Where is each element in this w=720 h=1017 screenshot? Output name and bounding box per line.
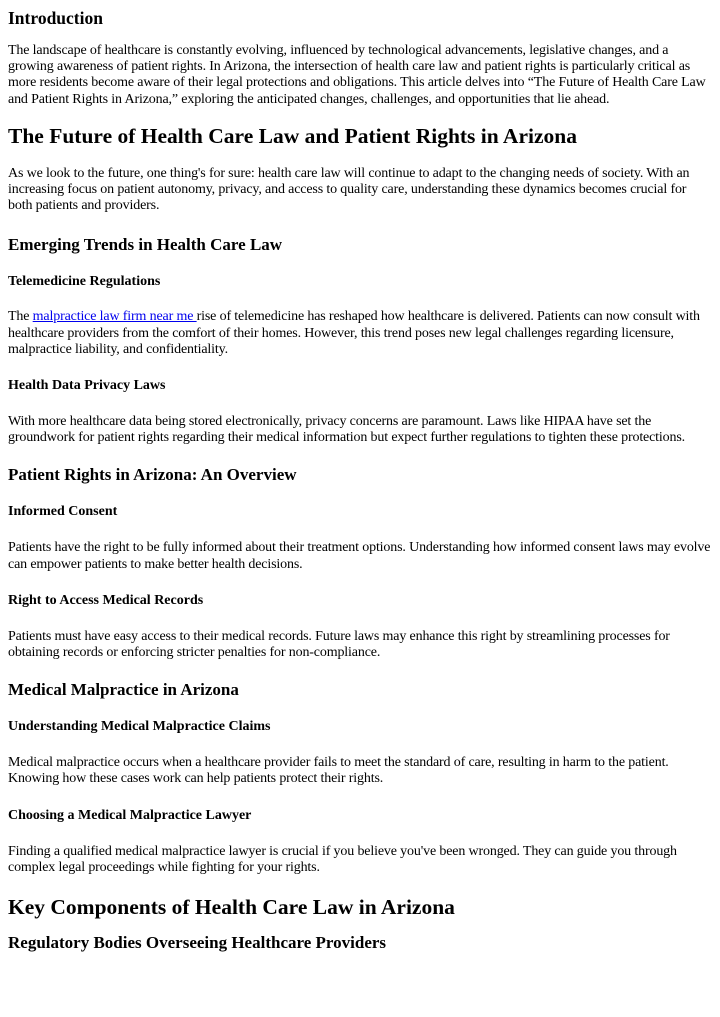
telemedicine-heading: Telemedicine Regulations [8,274,161,290]
rights-heading: Patient Rights in Arizona: An Overview [8,465,297,485]
trends-heading: Emerging Trends in Health Care Law [8,235,283,255]
claims-paragraph: Medical malpractice occurs when a healthcare provider fails to meet the standard of care, resulting in harm to the patient. Knowing how these cases work can help patients protect their rights. [8,755,669,787]
components-heading: Key Components of Health Care Law in Arizona [8,895,455,920]
telemedicine-suffix: rise of telemedicine has reshaped how healthcare is delivered. Patients can now consult with healthcare providers from the comfort of their homes. However, this trend poses new legal challenges regarding licensure, malpractice liability, and confidentiality. [8,309,700,357]
lawyer-paragraph: Finding a qualified medical malpractice lawyer is crucial if you believe you've been wronged. They can guide you through complex legal proceedings while fighting for your rights. [8,843,677,875]
intro-heading: Introduction [8,8,103,28]
malpractice-law-firm-link[interactable]: malpractice law firm near me [32,309,197,325]
malpractice-heading: Medical Malpractice in Arizona [8,680,239,700]
intro-paragraph: The landscape of healthcare is constantly evolving, influenced by technological advancements, legislative changes, and a growing awareness of patient rights. In Arizona, the intersection of health care law and patient rights is particularly critical as more residents become aware of their legal protections and obligations. This article delves into “The Future of Health Care Law and Patient Rights in Arizona,” exploring the anticipated changes, challenges, and opportunities that lie ahead. [8,43,706,107]
future-heading: The Future of Health Care Law and Patient Rights in Arizona [8,123,577,148]
consent-paragraph: Patients have the right to be fully informed about their treatment options. Understanding how informed consent laws may evolve can empower patients to make better health decisions. [8,540,711,572]
telemedicine-prefix: The [8,309,33,325]
claims-heading: Understanding Medical Malpractice Claims [8,719,271,735]
telemedicine-paragraph [8,309,712,358]
privacy-heading: Health Data Privacy Laws [8,378,166,394]
records-paragraph: Patients must have easy access to their medical records. Future laws may enhance this right by streamlining processes for obtaining records or enforcing stricter penalties for non-compliance. [8,628,670,661]
consent-heading: Informed Consent [8,504,118,520]
records-heading: Right to Access Medical Records [8,592,204,608]
privacy-paragraph: With more healthcare data being stored electronically, privacy concerns are paramount. Laws like HIPAA have set the groundwork for patient rights regarding their medical information but expect further regulations to tighten these protections. [8,414,686,446]
regulatory-heading: Regulatory Bodies Overseeing Healthcare Providers [8,933,387,953]
lawyer-heading: Choosing a Medical Malpractice Lawyer [8,807,252,823]
future-paragraph: As we look to the future, one thing's for sure: health care law will continue to adapt to the changing needs of society. With an increasing focus on patient autonomy, privacy, and access to quality care, understanding these dynamics becomes crucial for both patients and providers. [8,165,690,214]
